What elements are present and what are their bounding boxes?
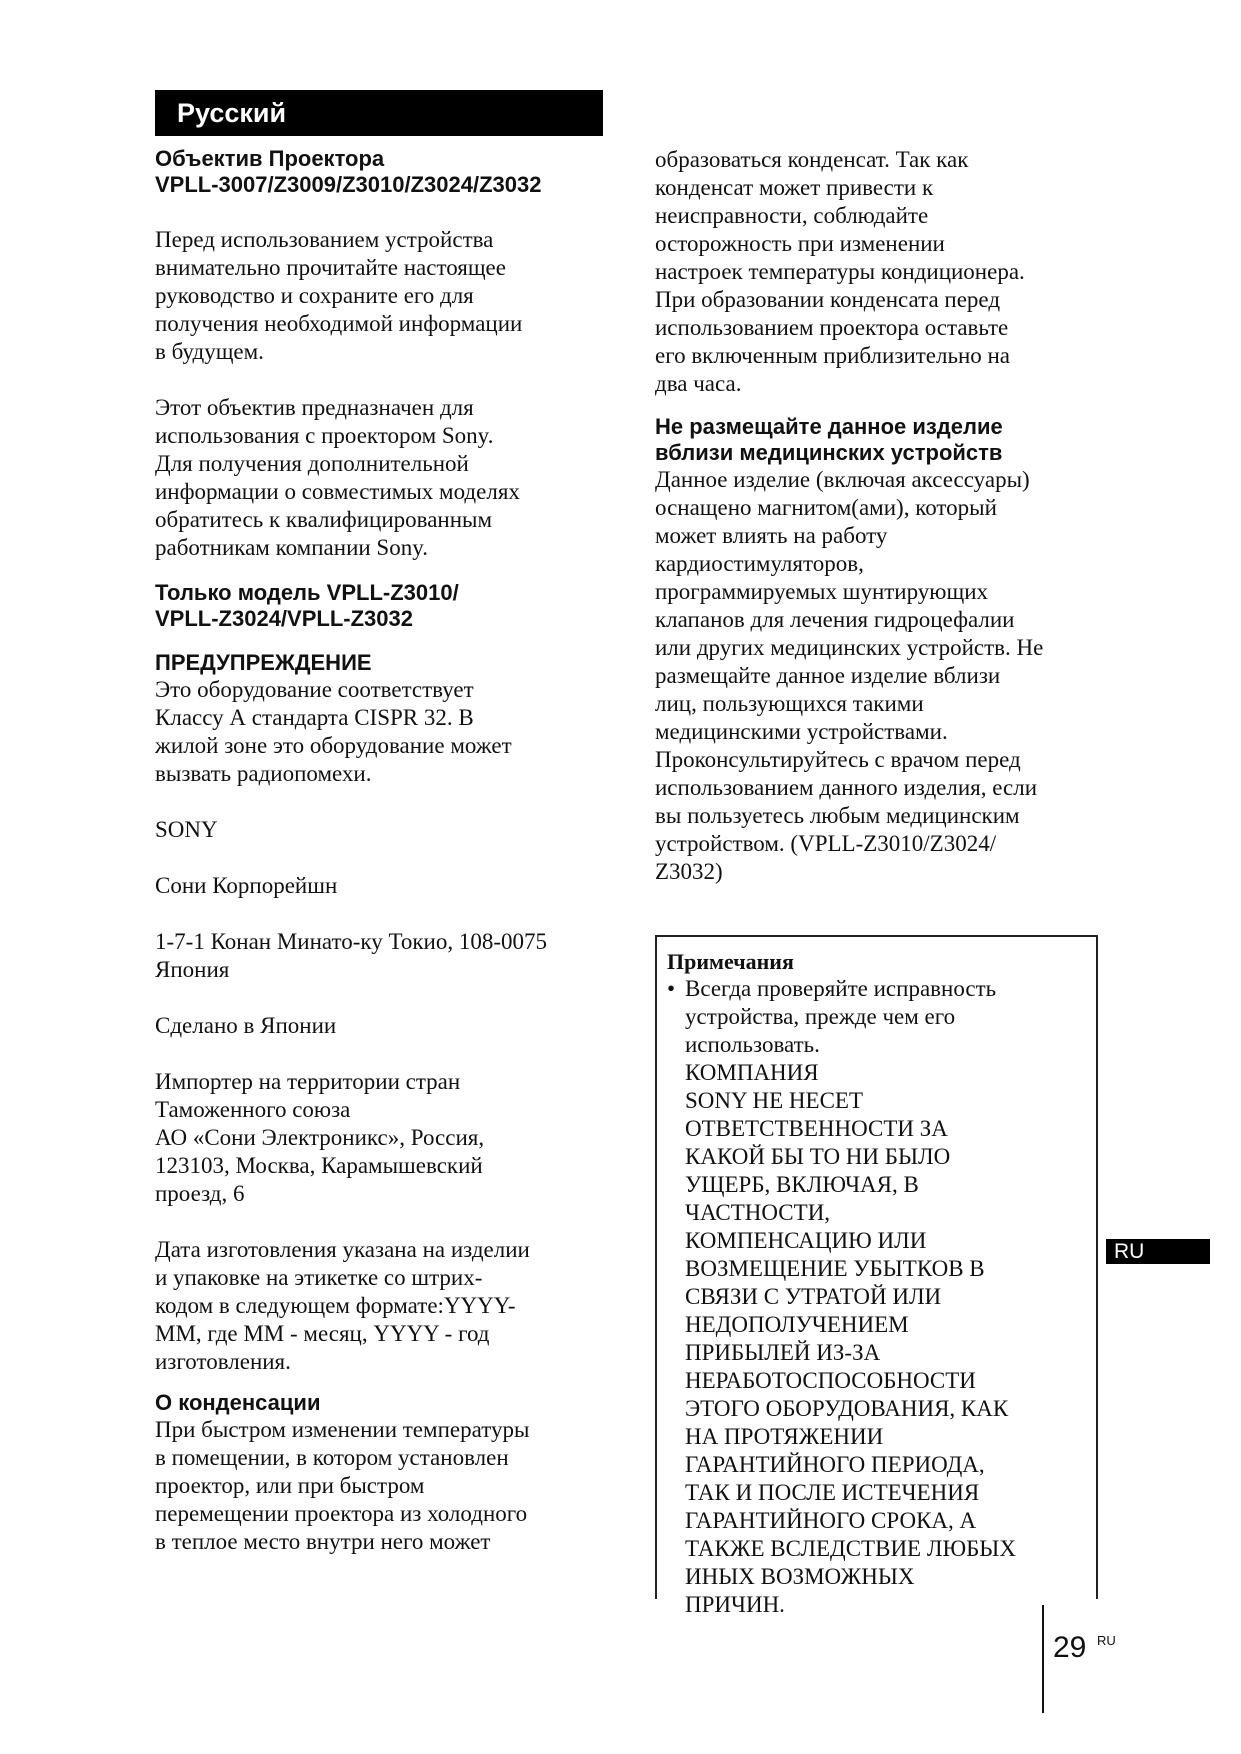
models-heading: Только модель VPLL-Z3010/ VPLL-Z3024/VPLL-Z3032 xyxy=(155,580,459,631)
notes-box xyxy=(655,935,1098,1617)
medical-paragraph: Данное изделие (включая аксессуары) оснащено магнитом(ами), который может влиять на работу кардиостимуляторов, программируемых шунтирующих клапанов для лечения гидроцефалии или других медицинских устройств. Не размещайте данное изделие вблизи лиц, пользующихся такими медицинскими устройствами. Проконсультируйтесь с врачом перед использованием данного изделия, если вы пользуетесь любым медицинским устройством. (VPLL-Z3010/Z3024/ Z3032) xyxy=(655,467,1044,884)
importer-info: Импортер на территории стран Таможенного союза АО «Сони Электроникс», Россия, 123103, Москва, Карамышевский проезд, 6 xyxy=(155,1069,485,1206)
left-column xyxy=(155,146,615,1556)
made-in: Сделано в Японии xyxy=(155,1013,337,1038)
compat-paragraph: Этот объектив предназначен для использования с проектором Sony. Для получения дополнительной информации о совместимых моделях обратитесь к квалифицированным работникам компании Sony. xyxy=(155,395,520,560)
section-title-banner: Русский xyxy=(155,90,603,136)
warning-paragraph: Это оборудование соответствует Классу А стандарта CISPR 32. В жилой зоне это оборудование может вызвать радиопомехи. xyxy=(155,677,512,786)
intro-paragraph: Перед использованием устройства внимательно прочитайте настоящее руководство и сохраните его для получения необходимой информации в будущем. xyxy=(155,227,523,364)
company-name: Сони Корпорейшн xyxy=(155,873,338,898)
medical-heading: Не размещайте данное изделие вблизи медицинских устройств xyxy=(655,414,1003,465)
condensation-paragraph: При быстром изменении температуры в помещении, в котором установлен проектор, или при быстром перемещении проектора из холодного в теплое место внутри него может xyxy=(155,1417,530,1554)
warning-heading: ПРЕДУПРЕЖДЕНИЕ xyxy=(155,650,372,675)
lens-heading: Объектив Проектора VPLL-3007/Z3009/Z3010/Z3024/Z3032 xyxy=(155,146,542,197)
notes-title: Примечания xyxy=(667,949,794,974)
language-side-tab: RU xyxy=(1106,1239,1210,1264)
page-number-rule xyxy=(1042,1605,1044,1713)
condensation-heading: О конденсации xyxy=(155,1390,321,1415)
condensation-continued: образоваться конденсат. Так как конденсат может привести к неисправности, соблюдайте осторожность при изменении настроек температуры кондиционера. При образовании конденсата перед использованием проектора оставьте его включенным приблизительно на два часа. xyxy=(655,147,1025,396)
manufacture-date-info: Дата изготовления указана на изделии и упаковке на этикетке со штрих- кодом в следующем формате:YYYY- MM, где MM - месяц, YYYY - год изготовления. xyxy=(155,1237,530,1374)
right-column xyxy=(655,146,1105,886)
company-address: 1-7-1 Конан Минато-ку Токио, 108-0075 Япония xyxy=(155,929,547,982)
notes-text: Всегда проверяйте исправность устройства, прежде чем его использовать. xyxy=(685,976,997,1057)
page-language: RU xyxy=(1097,1633,1116,1648)
notes-item xyxy=(667,975,1086,1619)
page-number: 29 xyxy=(1053,1631,1087,1664)
notes-disclaimer: КОМПАНИЯ SONY НЕ НЕСЕТ ОТВЕТСТВЕННОСТИ ЗА КАКОЙ БЫ ТО НИ БЫЛО УЩЕРБ, ВКЛЮЧАЯ, В ЧАСТНОСТИ, КОМПЕНСАЦИЮ ИЛИ ВОЗМЕЩЕНИЕ УБЫТКОВ В СВЯЗИ С УТРАТОЙ ИЛИ НЕДОПОЛУЧЕНИЕМ ПРИБЫЛЕЙ ИЗ-ЗА НЕРАБОТОСПОСОБНОСТИ ЭТОГО ОБОРУДОВАНИЯ, КАК НА ПРОТЯЖЕНИИ ГАРАНТИЙНОГО ПЕРИОДА, ТАК И ПОСЛЕ ИСТЕЧЕНИЯ ГАРАНТИЙНОГО СРОКА, А ТАКЖЕ ВСЛЕДСТВИЕ ЛЮБЫХ ИНЫХ ВОЗМОЖНЫХ ПРИЧИН. xyxy=(685,1060,1016,1617)
bullet-icon: • xyxy=(667,976,676,1001)
brand-name: SONY xyxy=(155,817,218,842)
